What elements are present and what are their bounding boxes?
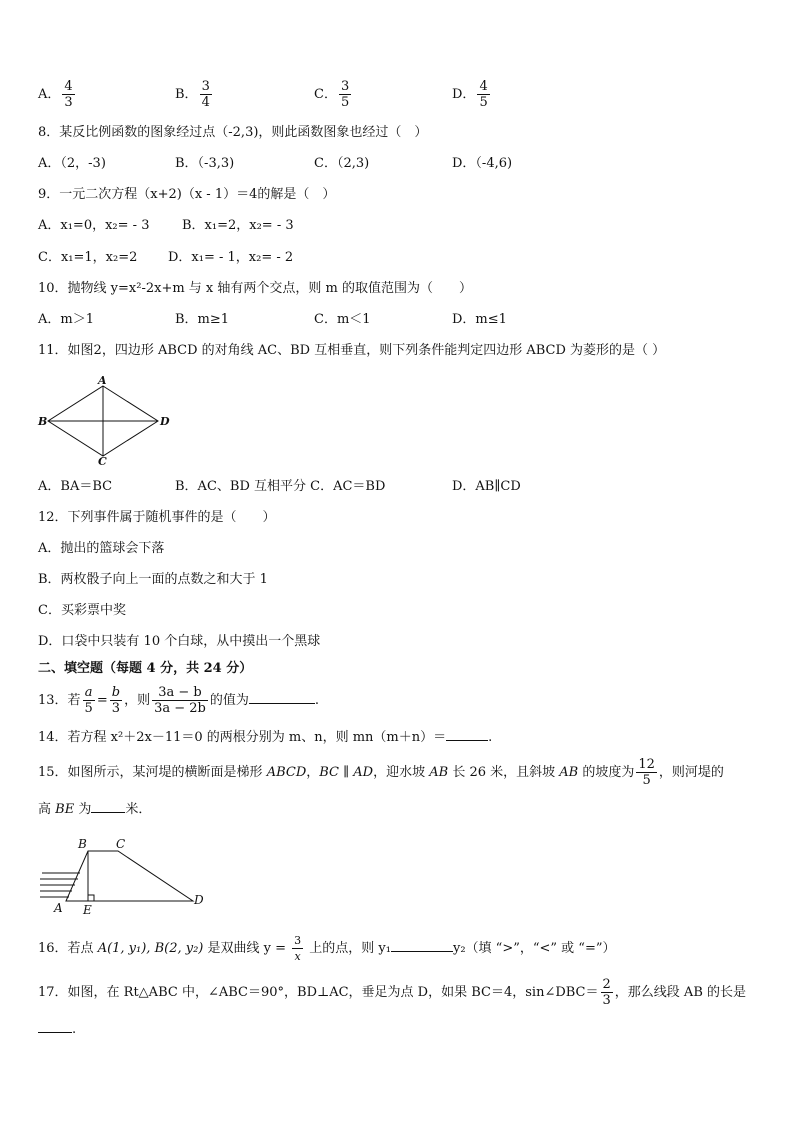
q9-option-b: B．x₁=2，x₂= - 3 bbox=[182, 218, 294, 233]
q7-option-b: B． $\frac{3}{4}$ bbox=[175, 79, 210, 110]
answer-blank[interactable] bbox=[91, 800, 125, 813]
answer-blank[interactable] bbox=[446, 728, 488, 741]
q10-option-a: A．m＞1 bbox=[38, 312, 94, 327]
q10-option-d: D．m≤1 bbox=[452, 312, 507, 327]
answer-blank[interactable] bbox=[38, 1020, 72, 1033]
fig-label-a: A bbox=[54, 901, 63, 915]
answer-blank[interactable] bbox=[249, 691, 315, 704]
q8-option-d: D．（-4,6) bbox=[452, 156, 513, 171]
q12-option-d: D．口袋中只装有 10 个白球，从中摸出一个黑球 bbox=[38, 634, 321, 649]
fig-label-b: B bbox=[78, 837, 87, 851]
fig-label-a: A bbox=[98, 374, 107, 387]
q15-line2: 高 BE 为 米． bbox=[38, 802, 152, 817]
q8-option-a: A．（2，-3) bbox=[38, 156, 106, 171]
fig-label-c: C bbox=[98, 455, 107, 466]
q10-stem: 10．抛物线 y=x²-2x+m 与 x 轴有两个交点，则 m 的取值范围为（ ） bbox=[38, 281, 472, 296]
q17-line2: . bbox=[38, 1020, 76, 1039]
fig-label-d: D bbox=[160, 415, 170, 428]
q12-option-c: C．买彩票中奖 bbox=[38, 603, 126, 618]
dam-figure bbox=[36, 836, 212, 918]
q8-option-b: B．（-3,3) bbox=[175, 156, 235, 171]
q11-option-d: D．AB∥CD bbox=[452, 479, 521, 494]
q12-option-a: A．抛出的篮球会下落 bbox=[38, 541, 165, 556]
q11-option-a: A．BA＝BC bbox=[38, 479, 113, 494]
q15-line1: 15．如图所示，某河堤的横断面是梯形 ABCD，BC ∥ AD，迎水坡 AB 长 26 米，且斜坡 AB 的坡度为 $\frac{12}{5}$ ，则河堤的 bbox=[38, 757, 724, 788]
q8-option-c: C．（2,3) bbox=[314, 156, 370, 171]
q9-option-c: C．x₁=1，x₂=2 bbox=[38, 250, 138, 265]
q11-stem: 11．如图2，四边形 ABCD 的对角线 AC、BD 互相垂直，则下列条件能判定四边形 ABCD 为菱形的是（ ） bbox=[38, 343, 666, 358]
fig-label-c: C bbox=[116, 837, 126, 851]
q7-option-d: D． $\frac{4}{5}$ bbox=[452, 79, 488, 110]
q14: 14．若方程 x²＋2x－11＝0 的两根分别为 m、n，则 mn（m＋n）＝ . bbox=[38, 730, 493, 745]
q10-option-b: B．m≥1 bbox=[175, 312, 230, 327]
q7-option-a: A． $\frac{4}{3}$ bbox=[38, 79, 73, 110]
q12-stem: 12．下列事件属于随机事件的是（ ） bbox=[38, 510, 276, 525]
q8-stem: 8．某反比例函数的图象经过点（-2,3)，则此函数图象也经过（ ） bbox=[38, 125, 428, 140]
rhombus-figure bbox=[36, 374, 172, 466]
q9-stem: 9．一元二次方程（x+2)（x - 1）＝4的解是（ ） bbox=[38, 187, 336, 202]
q7-option-c: C． $\frac{3}{5}$ bbox=[314, 79, 350, 110]
q16: 16．若点 A(1, y₁), B(2, y₂) 是双曲线 y = $\frac{3}{x}$ 上的点，则 y₁ y₂（填 “>”，“<” 或 “=”） bbox=[38, 934, 616, 963]
q9-option-a: A．x₁=0，x₂= - 3 bbox=[38, 218, 150, 233]
section-heading: 二、填空题（每题 4 分，共 24 分） bbox=[38, 661, 253, 676]
q13: 13．若 $\frac{a}{5}$ = $\frac{b}{3}$ ，则 $\frac{3a - b}{3a - 2b}$ 的值为 . bbox=[38, 685, 320, 716]
fig-label-d: D bbox=[194, 893, 204, 907]
q17-line1: 17．如图，在 Rt△ABC 中，∠ABC＝90°，BD⊥AC，垂足为点 D，如果 BC＝4，sin∠DBC＝ $\frac{2}{3}$ ，那么线段 AB 的长是 bbox=[38, 977, 747, 1008]
q9-option-d: D．x₁= - 1，x₂= - 2 bbox=[168, 250, 294, 265]
fig-label-e: E bbox=[83, 903, 92, 917]
fig-label-b: B bbox=[38, 415, 48, 428]
q12-option-b: B．两枚骰子向上一面的点数之和大于 1 bbox=[38, 572, 268, 587]
answer-blank[interactable] bbox=[391, 939, 453, 952]
q11-option-bc: B．AC、BD 互相平分 C．AC＝BD bbox=[175, 479, 386, 494]
q10-option-c: C．m＜1 bbox=[314, 312, 371, 327]
